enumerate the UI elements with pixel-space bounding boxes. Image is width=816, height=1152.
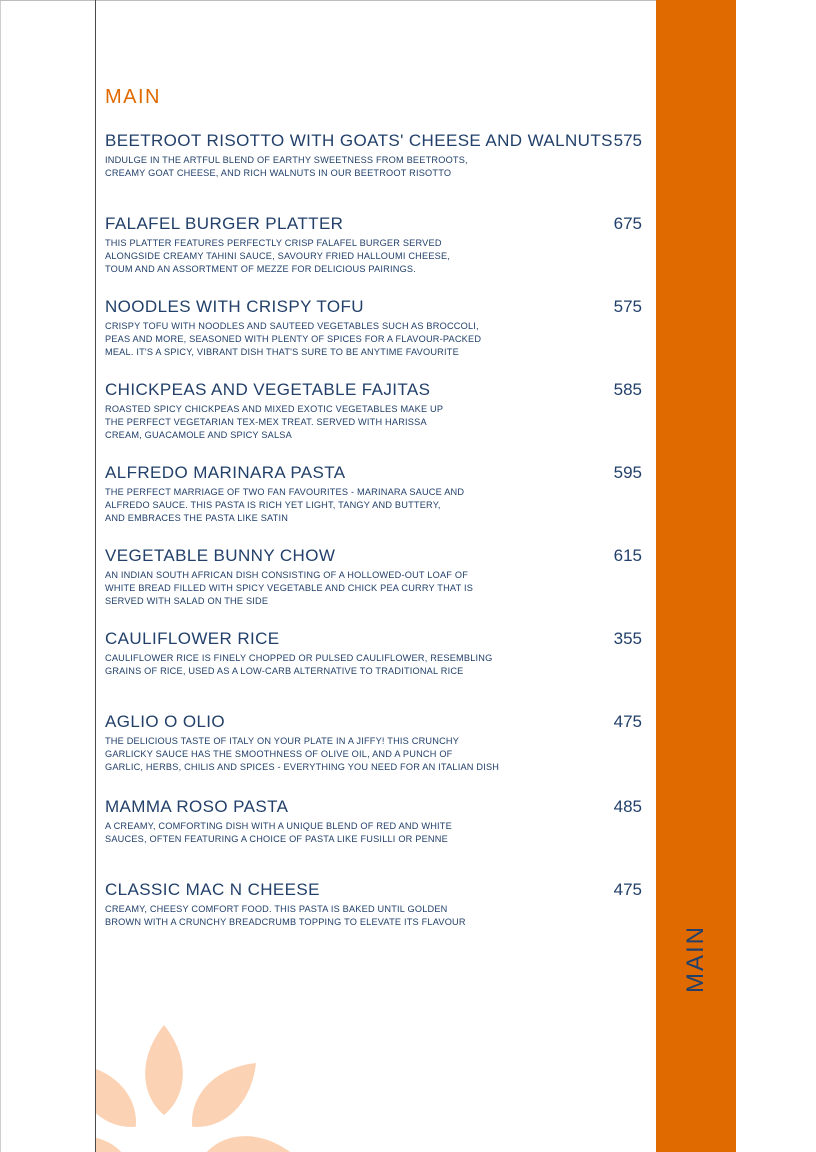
menu-item bbox=[105, 797, 645, 846]
item-price: 595 bbox=[613, 463, 642, 482]
menu-item bbox=[105, 380, 645, 442]
item-description: THIS PLATTER FEATURES PERFECTLY CRISP FALAFEL BURGER SERVED ALONGSIDE CREAMY TAHINI SAUCE, SAVOURY FRIED HALLOUMI CHEESE, TOUM AND AN ASSORTMENT OF MEZZE FOR DELICIOUS PAIRINGS. bbox=[105, 238, 451, 274]
item-price: 585 bbox=[613, 380, 642, 399]
item-name: BEETROOT RISOTTO WITH GOATS' CHEESE AND WALNUTS bbox=[105, 131, 613, 150]
side-tab-label: MAIN bbox=[682, 925, 709, 993]
item-description: INDULGE IN THE ARTFUL BLEND OF EARTHY SWEETNESS FROM BEETROOTS, CREAMY GOAT CHEESE, AND RICH WALNUTS IN OUR BEETROOT RISOTTO bbox=[105, 155, 468, 178]
item-name: MAMMA ROSO PASTA bbox=[105, 797, 289, 816]
item-description: A CREAMY, COMFORTING DISH WITH A UNIQUE BLEND OF RED AND WHITE SAUCES, OFTEN FEATURING A CHOICE OF PASTA LIKE FUSILLI OR PENNE bbox=[105, 821, 452, 844]
item-description: CAULIFLOWER RICE IS FINELY CHOPPED OR PULSED CAULIFLOWER, RESEMBLING GRAINS OF RICE, USED AS A LOW-CARB ALTERNATIVE TO TRADITIONAL RICE bbox=[105, 653, 493, 676]
side-tab bbox=[678, 925, 714, 993]
menu-item bbox=[105, 629, 645, 678]
item-name: CHICKPEAS AND VEGETABLE FAJITAS bbox=[105, 380, 431, 399]
item-name: ALFREDO MARINARA PASTA bbox=[105, 463, 346, 482]
menu-item bbox=[105, 546, 645, 608]
flower-petal bbox=[145, 1025, 183, 1115]
item-description: ROASTED SPICY CHICKPEAS AND MIXED EXOTIC VEGETABLES MAKE UP THE PERFECT VEGETARIAN TEX-MEX TREAT. SERVED WITH HARISSA CREAM, GUACAMOLE AND SPICY SALSA bbox=[105, 404, 444, 440]
item-price: 575 bbox=[613, 131, 642, 150]
item-description: THE DELICIOUS TASTE OF ITALY ON YOUR PLATE IN A JIFFY! THIS CRUNCHY GARLICKY SAUCE HAS THE SMOOTHNESS OF OLIVE OIL, AND A PUNCH OF GARLIC, HERBS, CHILIS AND SPICES - EVERYTHING YOU NEED FOR AN ITALIAN DISH bbox=[105, 736, 500, 772]
menu-item bbox=[105, 463, 645, 525]
page-border bbox=[0, 0, 1, 1152]
menu-item bbox=[105, 297, 645, 359]
menu-item bbox=[105, 214, 645, 276]
item-description: CREAMY, CHEESY COMFORT FOOD. THIS PASTA IS BAKED UNTIL GOLDEN BROWN WITH A CRUNCHY BREADCRUMB TOPPING TO ELEVATE ITS FLAVOUR bbox=[105, 904, 466, 927]
item-name: NOODLES WITH CRISPY TOFU bbox=[105, 297, 364, 316]
menu-item bbox=[105, 131, 645, 180]
item-price: 475 bbox=[613, 712, 642, 731]
item-description: THE PERFECT MARRIAGE OF TWO FAN FAVOURITES - MARINARA SAUCE AND ALFREDO SAUCE. THIS PASTA IS RICH YET LIGHT, TANGY AND BUTTERY, AND EMBRACES THE PASTA LIKE SATIN bbox=[105, 487, 465, 523]
item-price: 675 bbox=[613, 214, 642, 233]
top-border bbox=[0, 0, 656, 1]
menu-item bbox=[105, 880, 645, 929]
flower-petal bbox=[96, 1136, 124, 1152]
flower-petal bbox=[204, 1136, 294, 1152]
item-name: VEGETABLE BUNNY CHOW bbox=[105, 546, 336, 565]
item-name: CLASSIC MAC N CHEESE bbox=[105, 880, 320, 899]
item-description: CRISPY TOFU WITH NOODLES AND SAUTEED VEGETABLES SUCH AS BROCCOLI, PEAS AND MORE, SEASONED WITH PLENTY OF SPICES FOR A FLAVOUR-PACKED MEAL. IT'S A SPICY, VIBRANT DISH THAT'S SURE TO BE ANYTIME FAVOURITE bbox=[105, 321, 482, 357]
item-price: 475 bbox=[613, 880, 642, 899]
flower-petal bbox=[179, 1050, 269, 1140]
item-name: AGLIO O OLIO bbox=[105, 712, 226, 731]
section-title: MAIN bbox=[105, 86, 161, 108]
item-name: CAULIFLOWER RICE bbox=[105, 629, 280, 648]
item-price: 485 bbox=[613, 797, 642, 816]
item-price: 575 bbox=[613, 297, 642, 316]
flower-petal bbox=[96, 1050, 149, 1140]
item-price: 615 bbox=[613, 546, 642, 565]
item-price: 355 bbox=[613, 629, 642, 648]
item-name: FALAFEL BURGER PLATTER bbox=[105, 214, 344, 233]
flower-decoration-icon bbox=[96, 930, 326, 1152]
menu-item bbox=[105, 712, 645, 774]
item-description: AN INDIAN SOUTH AFRICAN DISH CONSISTING OF A HOLLOWED-OUT LOAF OF WHITE BREAD FILLED WITH SPICY VEGETABLE AND CHICK PEA CURRY THAT IS SERVED WITH SALAD ON THE SIDE bbox=[105, 570, 474, 606]
